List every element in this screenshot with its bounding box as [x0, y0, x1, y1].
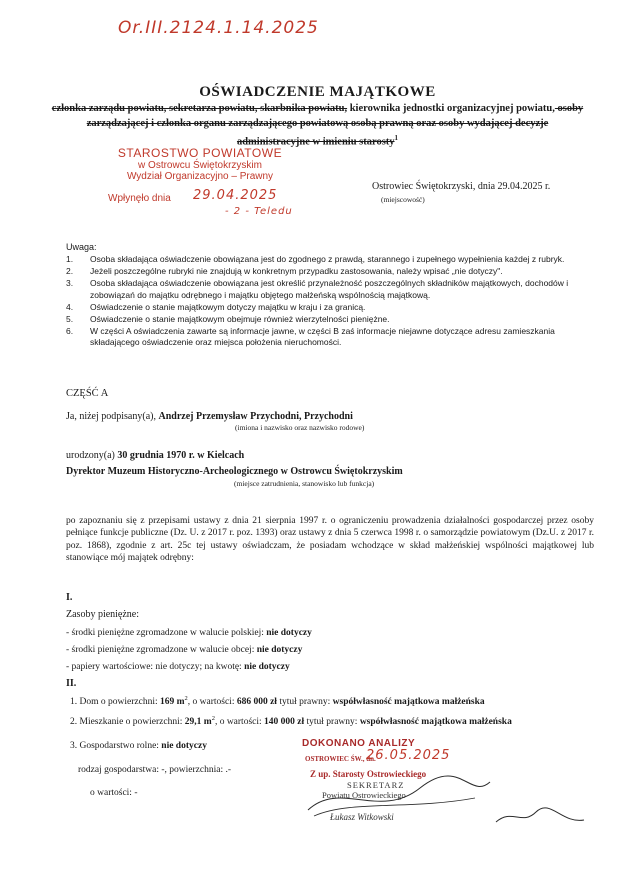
place-and-date: Ostrowiec Świętokrzyski, dnia 29.04.2025 r. — [372, 181, 551, 192]
note-number: 3. — [66, 278, 74, 288]
legal-statement: po zapoznaniu się z przepisami ustawy z dnia 21 sierpnia 1997 r. o ograniczeniu prowadzenia działalności gospodarczej przez osoby pełniące funkcje publiczne (Dz. U. z 2017 r. poz. 1393) oraz ustawy z dnia 5 czerwca 1998 r. o samorządzie powiatowym (Dz.U. z 2017 r. poz. 1868), zgodnie z art. 25c tej ustawy oświadczam, że posiadam wchodzące w skład małżeńskiej wspólności majątkowej lub stanowiące mój majątek odrębny: — [66, 516, 594, 563]
notes-list — [66, 254, 586, 349]
farm-value-row: o wartości: - — [90, 788, 138, 798]
property-title-label: tytuł prawny: — [276, 697, 333, 708]
analysis-stamp-city: OSTROWIEC ŚW., dn. — [305, 755, 376, 763]
document-title: OŚWIADCZENIE MAJĄTKOWE — [199, 84, 436, 100]
note-number: 4. — [66, 301, 74, 312]
fund-value: nie dotyczy — [266, 628, 312, 638]
note-number: 5. — [66, 313, 74, 324]
property-title: współwłasność majątkowa małżeńska — [359, 717, 512, 728]
property-title-label: tytuł prawny: — [304, 717, 360, 728]
note-text: Osoba składająca oświadczenie obowiązana jest określić przynależność poszczególnych składników majątkowych, dochodów i zobowiązań do majątku odrębnego i majątku objętego małżeńską wspólnością majątkową. — [90, 278, 569, 300]
declarant-line — [66, 411, 353, 422]
property-prefix: 3. Gospodarstwo rolne: — [70, 741, 162, 751]
analysis-stamp-role: Z up. Starosty Ostrowieckiego — [310, 769, 427, 779]
note-text: Jeżeli poszczególne rubryki nie znajdują w konkretnym przypadku zastosowania, należy wpisać „nie dotyczy". — [90, 266, 503, 276]
position-caption: (miejsce zatrudnienia, stanowisko lub funkcja) — [234, 479, 375, 488]
property-value: 140 000 zł — [264, 717, 305, 728]
position-line: Dyrektor Muzeum Historyczno-Archeologicznego w Ostrowcu Świętokrzyskim — [66, 466, 403, 477]
farm-type-row: rodzaj gospodarstwa: -, powierzchnia: .- — [78, 765, 232, 775]
handwritten-reference-number: Or.III.2124.1.14.2025 — [118, 18, 319, 38]
square-sup: 2 — [184, 695, 188, 702]
signature-initials — [492, 802, 592, 832]
property-area: 169 m — [159, 697, 185, 708]
fund-value: nie dotyczy — [244, 662, 290, 672]
property-row-farm — [70, 741, 207, 751]
property-prefix: 2. Mieszkanie o powierzchni: — [70, 717, 185, 728]
analysis-stamp-name: Łukasz Witkowski — [330, 812, 394, 822]
place-caption: (miejscowość) — [381, 195, 425, 204]
note-text: W części A oświadczenia zawarte są informacje jawne, w części B zaś informacje niejawne dotyczące adresu zamieszkania składającego oświadczenie oraz miejsca położenia nieruchomości. — [90, 325, 555, 347]
property-title: współwłasność majątkowa małżeńska — [332, 697, 485, 708]
notes-heading: Uwaga: — [66, 242, 97, 252]
signature-stroke — [300, 770, 500, 830]
note-item — [66, 266, 586, 278]
stamp-department: Wydział Organizacyjno – Prawny — [126, 171, 274, 182]
property-value: 686 000 zł — [236, 697, 277, 708]
section-2-heading: II. — [66, 678, 77, 689]
stamp-received-label: Wpłynęło dnia — [108, 193, 171, 204]
property-prefix: 1. Dom o powierzchni: — [70, 697, 160, 708]
birth-prefix: urodzony(a) — [66, 450, 118, 461]
fund-row-securities — [66, 662, 290, 672]
analysis-date: 26.05.2025 — [366, 748, 451, 763]
footnote-mark: 1 — [394, 134, 399, 142]
note-item — [66, 278, 586, 301]
funds-label: Zasoby pieniężne: — [66, 609, 140, 620]
received-stamp — [100, 146, 300, 182]
part-a-heading: CZĘŚĆ A — [66, 388, 109, 399]
note-item — [66, 254, 586, 266]
note-item — [66, 326, 586, 349]
note-number: 2. — [66, 266, 74, 276]
analysis-stamp-title: DOKONANO ANALIZY — [302, 738, 416, 749]
property-mid: , o wartości: — [187, 697, 237, 708]
analysis-stamp-office-2: Powiatu Ostrowieckiego — [322, 790, 406, 800]
property-mid: , o wartości: — [214, 717, 265, 728]
declarant-caption: (imiona i nazwisko oraz nazwisko rodowe) — [235, 423, 365, 432]
property-row-apartment — [70, 715, 512, 727]
note-number: 1. — [66, 254, 74, 264]
note-item — [66, 302, 586, 314]
stamp-city: w Ostrowcu Świętokrzyskim — [138, 160, 262, 171]
fund-label: - środki pieniężne zgromadzone w walucie obcej: — [66, 645, 257, 655]
declarant-name: Andrzej Przemysław Przychodni, Przychodni — [158, 411, 353, 422]
analysis-stamp-office: SEKRETARZ — [347, 780, 405, 790]
note-text: Oświadczenie o stanie majątkowym dotyczy majątku w kraju i za granicą. — [90, 301, 366, 312]
subtitle-struck-part-2: osoby zarządzającej i członka organu zarządzającego powiatową osobą prawną oraz osoby wydającej decyzje administracyjne w imieniu starosty — [86, 103, 584, 148]
section-1-heading: I. — [66, 592, 73, 603]
notes-block — [66, 242, 586, 349]
birth-line — [66, 450, 244, 461]
fund-row-pln — [66, 628, 312, 638]
stamp-office-name: STAROSTWO POWIATOWE — [117, 146, 283, 160]
property-row-house — [70, 695, 485, 707]
subtitle-struck-part-1: członka zarządu powiatu, sekretarza powiatu, skarbnika powiatu, — [51, 103, 348, 114]
fund-label: - papiery wartościowe: nie dotyczy; na kwotę: — [66, 662, 245, 672]
note-text: Oświadczenie o stanie majątkowym obejmuje również wierzytelności pieniężne. — [90, 313, 390, 324]
property-value: nie dotyczy — [161, 741, 207, 751]
stamp-received-date: 29.04.2025 — [193, 188, 278, 203]
note-text: Osoba składająca oświadczenie obowiązana jest do zgodnego z prawdą, starannego i zupełnego wypełnienia każdej z rubryk. — [90, 254, 565, 264]
note-item — [66, 314, 586, 326]
stamp-received-note: - 2 - Teledu — [225, 206, 293, 217]
property-area: 29,1 m — [184, 717, 212, 728]
fund-value: nie dotyczy — [256, 645, 303, 655]
document-subtitle — [50, 101, 585, 150]
subtitle-plain-part: kierownika jednostki organizacyjnej powiatu, — [347, 103, 555, 114]
square-sup: 2 — [211, 715, 215, 722]
birth-value: 30 grudnia 1970 r. w Kielcach — [117, 450, 245, 461]
note-number: 6. — [66, 325, 74, 336]
declarant-prefix: Ja, niżej podpisany(a), — [66, 411, 159, 422]
fund-row-foreign — [66, 645, 302, 655]
fund-label: - środki pieniężne zgromadzone w walucie polskiej: — [66, 628, 267, 638]
